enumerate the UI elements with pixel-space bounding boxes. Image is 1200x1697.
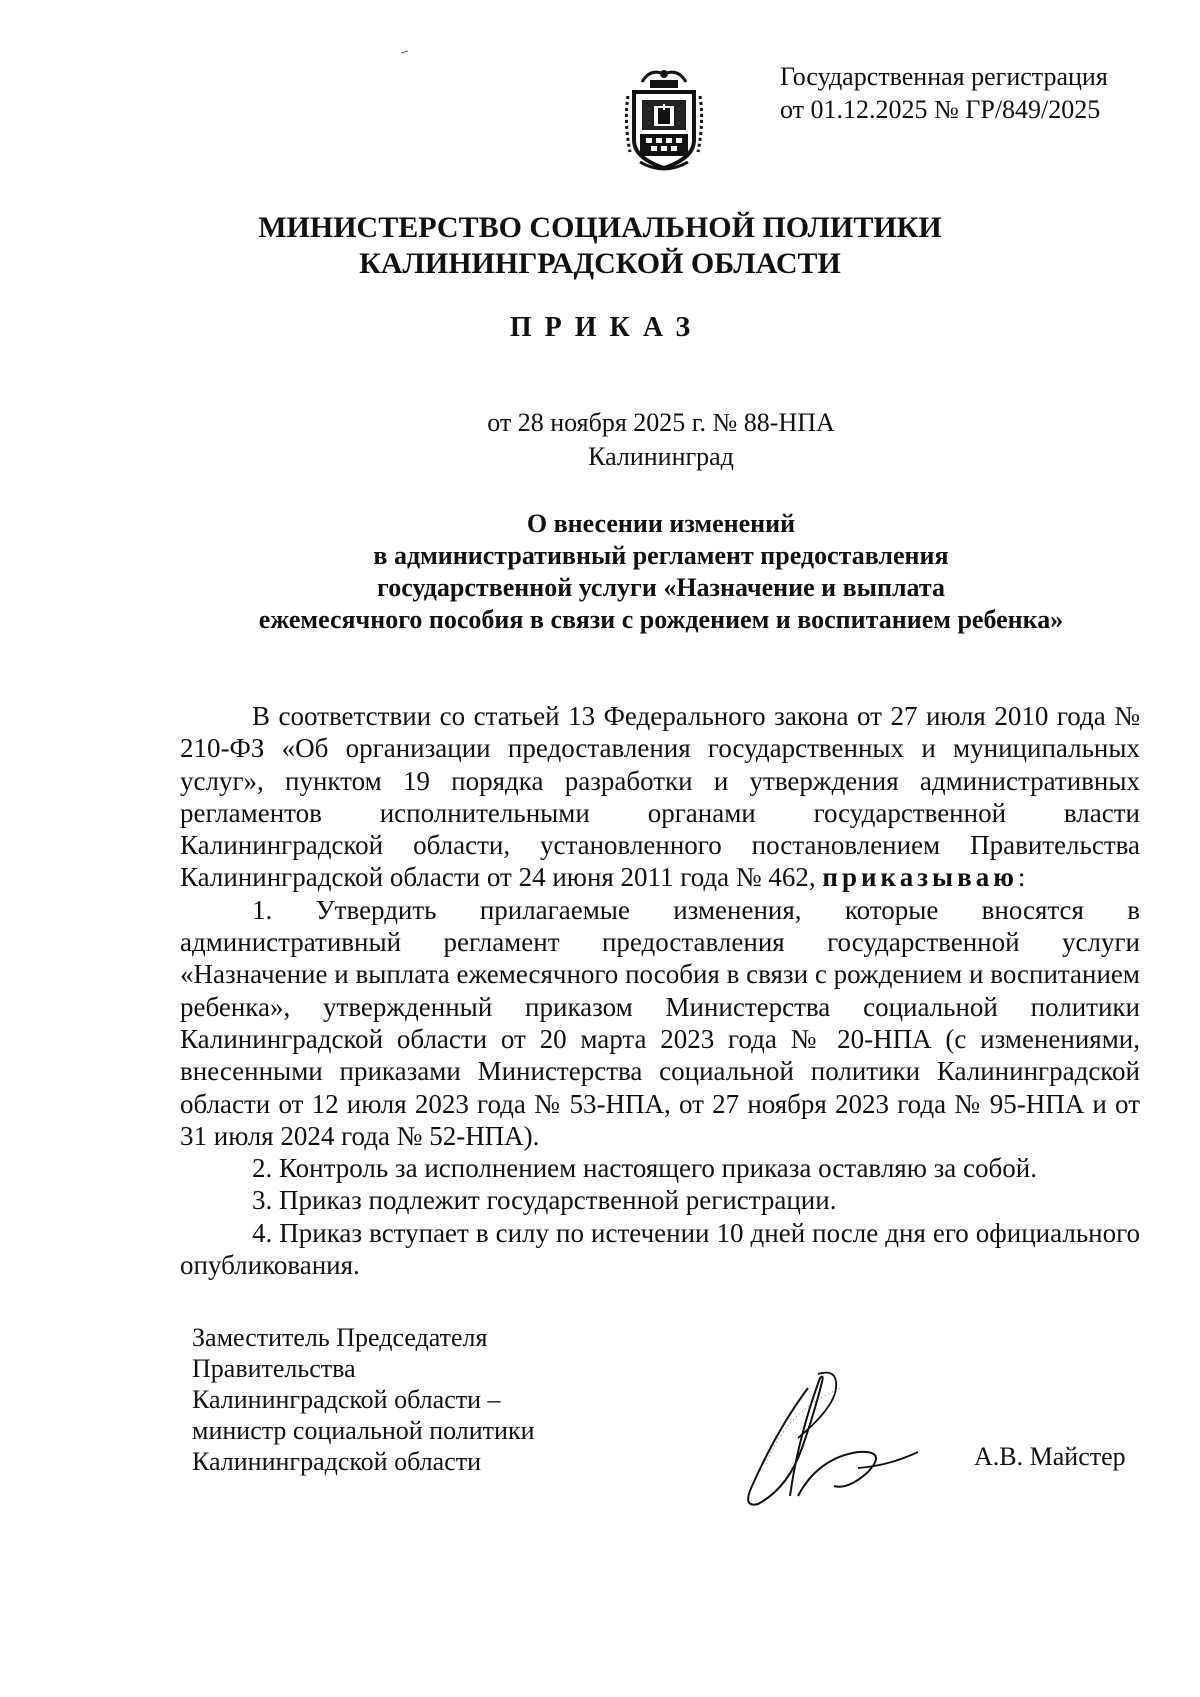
order-subject xyxy=(0,508,1200,636)
registration-number: от 01.12.2025 № ГР/849/2025 xyxy=(780,95,1101,124)
signer-title-block xyxy=(192,1322,535,1477)
handwritten-signature xyxy=(738,1368,928,1516)
ministry-name-line1: МИНИСТЕРСТВО СОЦИАЛЬНОЙ ПОЛИТИКИ xyxy=(258,211,942,244)
ministry-name-line2: КАЛИНИНГРАДСКОЙ ОБЛАСТИ xyxy=(359,247,841,280)
registration-label: Государственная регистрация xyxy=(780,62,1108,91)
subject-line3: государственной услуги «Назначение и выплата xyxy=(377,573,945,602)
preamble-text: В соответствии со статьей 13 Федерального закона от 27 июля 2010 года № 210-ФЗ «Об организации предоставления государственных и муниципальных услуг», пунктом 19 порядка разработки и утверждения административных регламентов исполнительными органами государственной власти Калининградской области, установленного постановлением Правительства Калининградской области от 24 июня 2011 года № 462, xyxy=(180,701,1140,893)
order-city: Калининград xyxy=(588,442,734,471)
order-body xyxy=(180,700,1140,1281)
ministry-header xyxy=(0,210,1200,282)
decree-colon: : xyxy=(1017,862,1026,893)
signer-title-line1: Заместитель Председателя xyxy=(192,1323,488,1352)
item-1: 1. Утвердить прилагаемые изменения, которые вносятся в административный регламент предоставления государственной услуги «Назначение и выплата ежемесячного пособия в связи с рождением и воспитанием ребенка», утвержденный приказом Министерства социальной политики Калининградской области от 20 марта 2023 года № 20-НПА (с изменениями, внесенными приказами Министерства социальной политики Калининградской области от 12 июля 2023 года № 53-НПА, от 27 ноября 2023 года № 95-НПА и от 31 июля 2024 года № 52-НПА). xyxy=(180,894,1140,1151)
order-meta xyxy=(0,406,1200,474)
preamble-paragraph xyxy=(180,700,1140,894)
subject-line4: ежемесячного пособия в связи с рождением и воспитанием ребенка» xyxy=(258,605,1064,634)
signer-title-line5: Калининградской области xyxy=(192,1447,482,1476)
coat-of-arms-emblem xyxy=(620,62,708,174)
item-4: 4. Приказ вступает в силу по истечении 10 дней после дня его официального опубликования. xyxy=(180,1217,1140,1281)
signer-title-line4: министр социальной политики xyxy=(192,1416,535,1445)
order-title: ПРИКАЗ xyxy=(509,312,704,343)
item-3: 3. Приказ подлежит государственной регистрации. xyxy=(252,1185,837,1216)
order-date: от 28 ноября 2025 г. № 88-НПА xyxy=(487,408,835,437)
decree-word: приказываю xyxy=(822,862,1018,893)
subject-line2: в административный регламент предоставления xyxy=(373,541,949,570)
subject-line1: О внесении изменений xyxy=(526,509,796,538)
signer-name: А.В. Майстер xyxy=(974,1442,1126,1471)
scan-speck xyxy=(400,50,410,54)
item-2: 2. Контроль за исполнением настоящего приказа оставляю за собой. xyxy=(252,1153,1037,1184)
signer-title-line2: Правительства xyxy=(192,1354,356,1383)
registration-stamp xyxy=(780,60,1108,126)
signer-title-line3: Калининградской области – xyxy=(192,1385,501,1414)
